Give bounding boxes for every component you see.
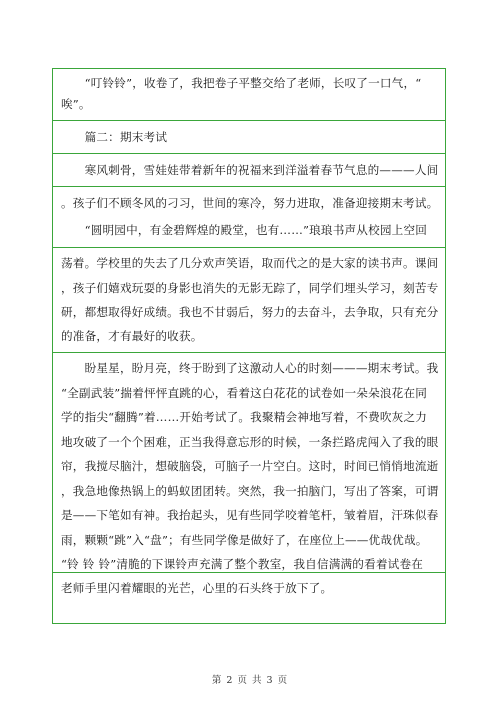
text-table <box>52 68 446 624</box>
text-line: 学的指尖“翻腾”着……开始考试了。我聚精会神地写着，不费吹灰之力 <box>61 410 428 424</box>
text-line: 研，都想取得好成绩。我也不甘弱后，努力的去奋斗，去争取，只有充分 <box>61 305 439 319</box>
text-line: 的准备，才有最好的收获。 <box>61 329 203 343</box>
text-line: “铃 铃 铃”清脆的下课铃声充满了整个教室，我自信满满的看着试卷在 <box>61 557 424 571</box>
table-row-divider <box>53 153 445 154</box>
text-line: 帘，我搅尽脑汁，想破脑袋，可脑子一片空白。这时，时间已悄悄地流逝 <box>61 459 439 473</box>
text-line: “全副武装”揣着怦怦直跳的心，看着这白花花的试卷如一朵朵浪花在同 <box>61 386 428 400</box>
text-line: 老师手里闪着耀眼的光芒，心里的石头终于放下了。 <box>61 581 333 595</box>
text-line: 荡着。学校里的失去了几分欢声笑语，取而代之的是大家的读书声。课间 <box>61 256 439 270</box>
table-row-divider <box>53 247 445 248</box>
text-line: 寒风刺骨，雪娃娃带着新年的祝福来到洋溢着春节气息的———人间 <box>61 163 439 177</box>
text-line: 盼星星，盼月亮，终于盼到了这激动人心的时刻———期末考试。我 <box>61 361 439 375</box>
table-row-divider <box>53 352 445 353</box>
text-line: 地攻破了一个个困难，正当我得意忘形的时候，一条拦路虎闯入了我的眼 <box>61 435 439 449</box>
text-line: 。孩子们不顾冬风的刁习，世间的寒冷，努力进取，准备迎接期末考试。 <box>61 196 439 210</box>
text-line: ，孩子们嬉戏玩耍的身影也消失的无影无踪了，同学们埋头学习，刻苦专 <box>61 281 439 295</box>
table-row-divider <box>53 186 445 187</box>
table-row-divider <box>53 572 445 573</box>
text-line: ，我急地像热锅上的蚂蚁团团转。突然，我一拍脑门，写出了答案，可谓 <box>61 484 439 498</box>
text-line: 唉”。 <box>61 97 91 111</box>
text-line: 雨，颗颗“跳”入“盘”；有些同学像是做好了，在座位上——优哉优哉。 <box>61 533 428 547</box>
section-heading: 篇二：期末考试 <box>61 130 168 144</box>
text-line: “叮铃铃”，收卷了，我把卷子平整交给了老师，长叹了一口气，“ <box>61 76 422 90</box>
text-line: “圆明园中，有金碧辉煌的殿堂，也有……”琅琅书声从校园上空回 <box>61 223 428 237</box>
text-line: 是——下笔如有神。我抬起头，见有些同学咬着笔杆，皱着眉，汗珠似春 <box>61 508 439 522</box>
table-row-divider <box>53 120 445 121</box>
page-number-footer: 第 2 页 共 3 页 <box>211 675 289 686</box>
